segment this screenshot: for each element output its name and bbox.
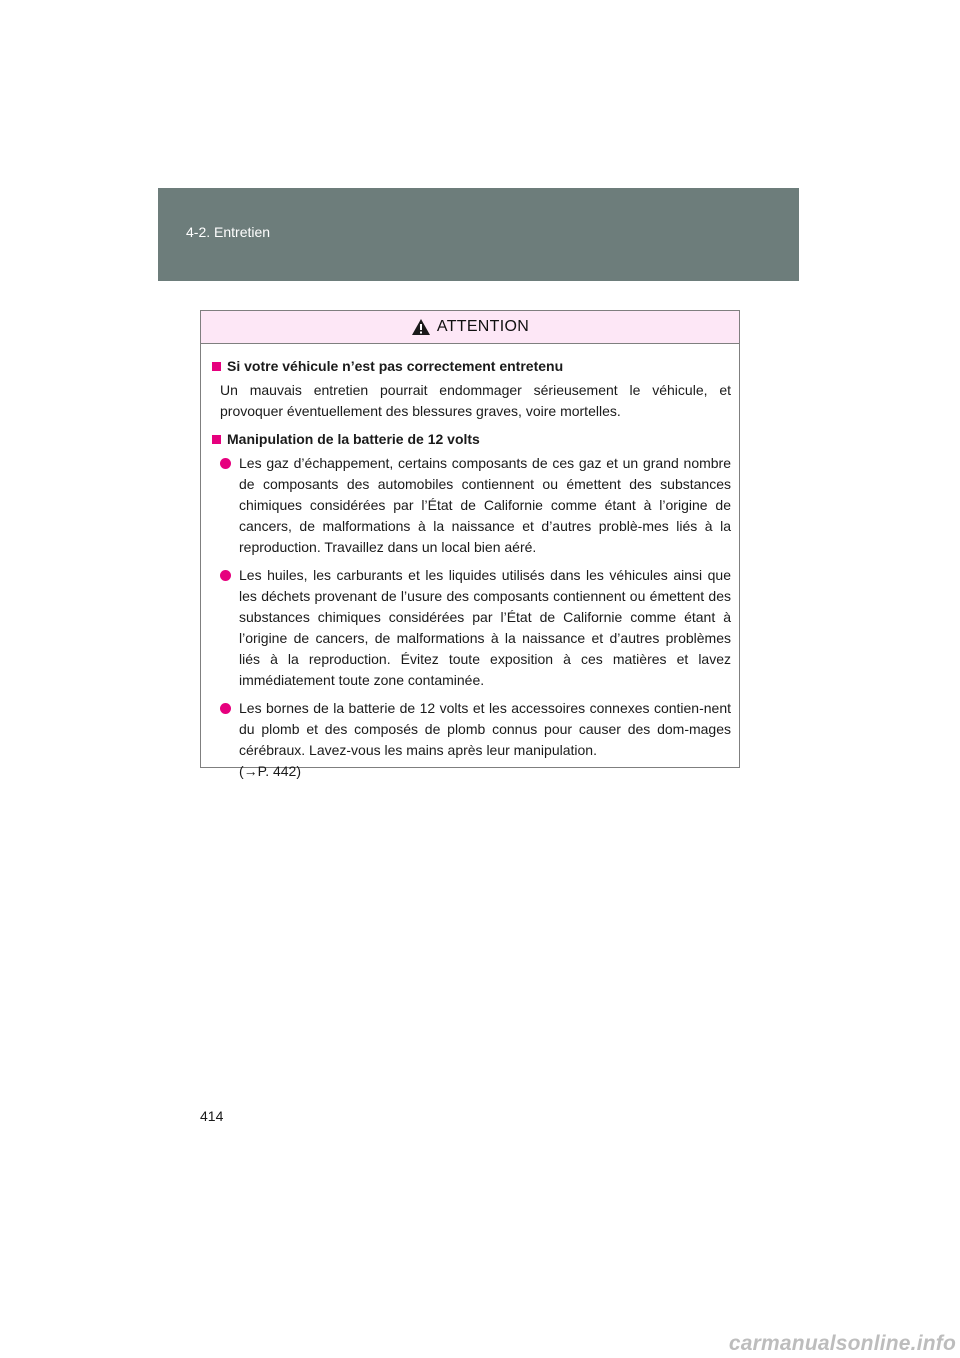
section-heading bbox=[212, 356, 731, 377]
warning-box bbox=[200, 310, 740, 779]
page-number: 414 bbox=[200, 1108, 224, 1124]
warning-title: ATTENTION bbox=[436, 318, 530, 335]
list-item bbox=[220, 565, 731, 691]
warning-body bbox=[201, 344, 739, 782]
list-item bbox=[220, 453, 731, 558]
section-heading bbox=[212, 429, 731, 450]
round-bullet-icon bbox=[220, 458, 231, 469]
section-paragraph: Un mauvais entretien pourrait endommager sérieusement le véhicule, et provoquer éventuellement des blessures graves, voire mortelles. bbox=[220, 382, 731, 419]
list-item bbox=[220, 698, 731, 782]
square-bullet-icon bbox=[212, 435, 221, 444]
section-label: 4-2. Entretien bbox=[186, 224, 271, 240]
section-heading-text: Manipulation de la batterie de 12 volts bbox=[227, 431, 480, 447]
warning-header bbox=[201, 311, 739, 344]
warning-triangle-icon bbox=[411, 318, 431, 336]
round-bullet-icon bbox=[220, 703, 231, 714]
square-bullet-icon bbox=[212, 362, 221, 371]
watermark: carmanualsonline.info bbox=[728, 1332, 956, 1355]
list-item-text: Les huiles, les carburants et les liquides utilisés dans les véhicules ainsi que les déchets provenant de l’usure des composants contiennent ou émettent des substances chimiques considérées par l’État de Californie comme étant à l’origine de cancers, de malformations à la naissance et d’autres problèmes liés à la reproduction. Évitez toute exposition à ces matières et lavez immédiatement toute zone contaminée. bbox=[239, 567, 731, 688]
list-item-text bbox=[239, 698, 731, 782]
section-heading-text: Si votre véhicule n’est pas correctement entretenu bbox=[227, 358, 564, 374]
list-item-text-body: Les bornes de la batterie de 12 volts et les accessoires connexes contien-nent du plomb et des composés de plomb connus pour causer des dom-mages cérébraux. Lavez-vous les mains après leur manipulation. bbox=[239, 700, 731, 758]
page-reference: (→P. 442) bbox=[239, 763, 301, 779]
header-band bbox=[158, 188, 799, 281]
list-item-text: Les gaz d’échappement, certains composants de ces gaz et un grand nombre de composants des automobiles contiennent ou émettent des substances chimiques considérées par l’État de Californie comme étant à l’origine de cancers, de malformations à la naissance et d’autres problè-mes liés à la reproduction. Travaillez dans un local bien aéré. bbox=[239, 455, 731, 555]
round-bullet-icon bbox=[220, 570, 231, 581]
